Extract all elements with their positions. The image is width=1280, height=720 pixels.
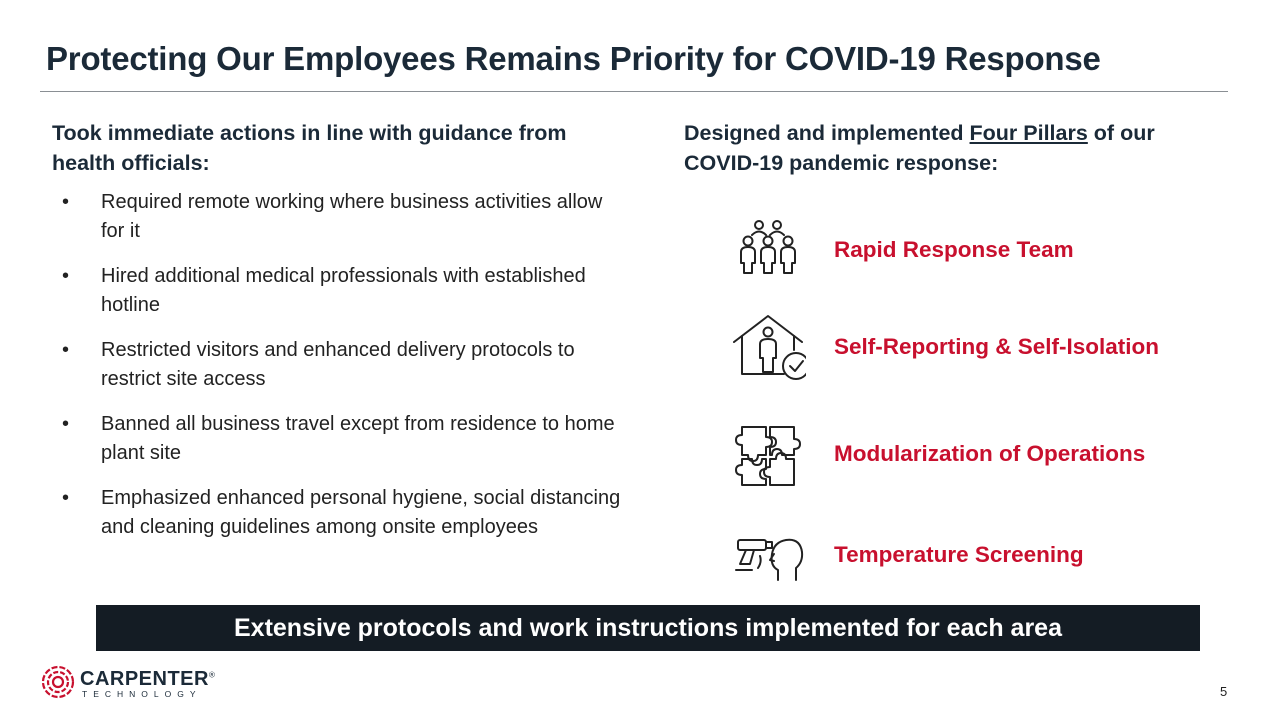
carpenter-logo-mark-icon xyxy=(40,664,76,700)
list-item xyxy=(62,410,622,468)
thermometer-scan-icon xyxy=(730,520,806,590)
pillar-label: Self-Reporting & Self-Isolation xyxy=(834,334,1160,359)
pillar-modularization xyxy=(730,419,1210,489)
logo-subtitle: TECHNOLOGY xyxy=(82,689,202,699)
list-item xyxy=(62,336,622,394)
bullet-marker: • xyxy=(62,413,70,435)
list-item-text: Banned all business travel except from residence to home plant site xyxy=(101,413,615,464)
logo-wordmark xyxy=(80,668,215,691)
list-item xyxy=(62,484,622,542)
left-heading: Took immediate actions in line with guidance from health officials: xyxy=(52,121,567,175)
title-divider xyxy=(40,91,1228,92)
right-heading xyxy=(684,118,1224,178)
pillar-self-reporting xyxy=(730,312,1210,382)
actions-list xyxy=(62,188,622,558)
team-icon xyxy=(730,215,806,285)
pillar-temperature xyxy=(730,520,1210,590)
list-item-text: Restricted visitors and enhanced delivery protocols to restrict site access xyxy=(101,339,575,390)
list-item-text: Required remote working where business activities allow for it xyxy=(101,191,603,242)
list-item-text: Hired additional medical professionals with established hotline xyxy=(101,265,586,316)
bullet-marker: • xyxy=(62,487,70,509)
list-item xyxy=(62,262,622,320)
list-item xyxy=(62,188,622,246)
logo-name-text: CARPENTER xyxy=(80,668,209,690)
pillar-rapid-response xyxy=(730,215,1210,285)
company-logo xyxy=(40,664,230,704)
pillar-label: Modularization of Operations xyxy=(834,441,1146,466)
house-check-icon xyxy=(730,312,806,382)
registered-mark: ® xyxy=(208,670,216,680)
right-heading-pre: Designed and implemented xyxy=(684,121,970,145)
puzzle-icon xyxy=(730,419,806,489)
four-pillars-emphasis: Four Pillars xyxy=(969,121,1088,145)
pillar-label: Rapid Response Team xyxy=(834,237,1074,262)
pillar-label: Temperature Screening xyxy=(834,542,1084,567)
right-heading-post: of our COVID-19 pandemic response: xyxy=(684,121,1155,175)
list-item-text: Emphasized enhanced personal hygiene, social distancing and cleaning guidelines among onsite employees xyxy=(101,487,621,538)
bullet-marker: • xyxy=(62,265,70,287)
summary-banner: Extensive protocols and work instructions implemented for each area xyxy=(96,605,1200,651)
bullet-marker: • xyxy=(62,339,70,361)
page-number: 5 xyxy=(1220,684,1228,699)
bullet-marker: • xyxy=(62,191,70,213)
page-title: Protecting Our Employees Remains Priority for COVID-19 Response xyxy=(46,40,1101,77)
